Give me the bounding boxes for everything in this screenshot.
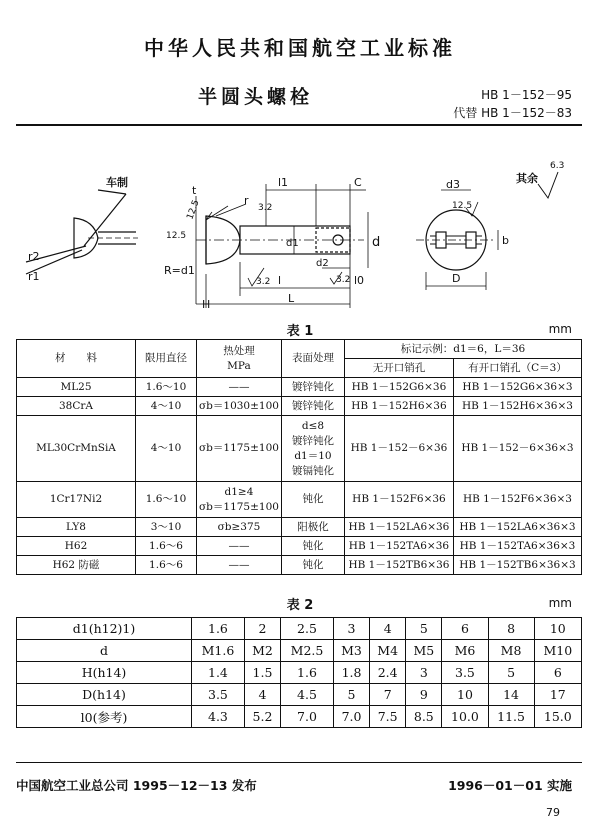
cell-heat-line: σb＝1175±100	[199, 500, 279, 513]
label-l0: l0	[354, 274, 365, 287]
standard-code: HB 1－152－95	[481, 88, 572, 102]
cell-with-hole: HB 1－152H6×36×3	[453, 397, 581, 416]
table-cell: 9	[406, 684, 442, 706]
table-cell: 7.5	[370, 706, 406, 728]
table-cell: 10.0	[442, 706, 488, 728]
cell-no-hole: HB 1－152TA6×36	[344, 537, 453, 556]
cell-diameter: 1.6～6	[136, 556, 197, 575]
cell-heat: σb≥375	[197, 518, 282, 537]
cell-surface: 钝化	[281, 556, 344, 575]
cell-heat: ——	[197, 378, 282, 397]
table-cell: 4.5	[281, 684, 334, 706]
table-cell: 11.5	[488, 706, 534, 728]
cell-surface: 钝化	[281, 482, 344, 518]
cell-no-hole: HB 1－152－6×36	[344, 416, 453, 482]
cell-no-hole: HB 1－152F6×36	[344, 482, 453, 518]
label-d1: d1	[286, 238, 299, 249]
label-r32c: 3.2	[336, 275, 351, 285]
table-row	[17, 640, 582, 662]
cell-heat: σb＝1175±100	[197, 416, 282, 482]
table-cell: M3	[333, 640, 369, 662]
table-cell: 4	[244, 684, 280, 706]
cell-material: H62 防磁	[17, 556, 136, 575]
footer-issuer: 中国航空工业总公司 1995－12－13 发布	[16, 778, 257, 793]
table-cell: 5	[406, 618, 442, 640]
table-row	[17, 378, 582, 397]
th-material: 材 料	[17, 340, 136, 378]
cell-surface-line: 镀锌钝化	[291, 434, 334, 447]
cell-diameter: 1.6～6	[136, 537, 197, 556]
table-cell: 2	[244, 618, 280, 640]
row-label: l0(参考)	[17, 706, 192, 728]
cell-no-hole: HB 1－152LA6×36	[344, 518, 453, 537]
replaces-code: 代替 HB 1－152－83	[453, 106, 572, 120]
table-cell: 3	[333, 618, 369, 640]
cell-with-hole: HB 1－152G6×36×3	[453, 378, 581, 397]
table-cell: 4	[370, 618, 406, 640]
table-cell: 3.5	[442, 662, 488, 684]
table-cell: 1.6	[192, 618, 245, 640]
label-H: H	[202, 298, 211, 311]
table-cell: M6	[442, 640, 488, 662]
table-cell: 2.4	[370, 662, 406, 684]
table-row	[17, 482, 582, 518]
table2	[16, 617, 582, 728]
th-heat	[197, 340, 282, 378]
label-r32: 3.2	[258, 203, 273, 213]
table-cell: 3	[406, 662, 442, 684]
table-row	[17, 537, 582, 556]
lathe-label: 车制	[106, 176, 128, 189]
label-r25b: 12.5	[166, 231, 187, 241]
table-cell: 7.0	[281, 706, 334, 728]
table-cell: M5	[406, 640, 442, 662]
cell-no-hole: HB 1－152G6×36	[344, 378, 453, 397]
cell-material: ML30CrMnSiA	[17, 416, 136, 482]
cell-heat	[197, 482, 282, 518]
th-heat-label: 热处理	[223, 344, 255, 357]
cell-material: H62	[17, 537, 136, 556]
cell-material: 38CrA	[17, 397, 136, 416]
cell-diameter: 1.6～10	[136, 378, 197, 397]
cell-with-hole: HB 1－152LA6×36×3	[453, 518, 581, 537]
table-cell: 8	[488, 618, 534, 640]
table-cell: 1.6	[281, 662, 334, 684]
table-row	[17, 684, 582, 706]
cell-heat-line: d1≥4	[224, 485, 254, 498]
label-R-eq: R=d1	[164, 264, 195, 277]
footer-rule	[16, 762, 582, 763]
label-r: r	[244, 194, 249, 207]
table-cell: M8	[488, 640, 534, 662]
cell-heat: ——	[197, 537, 282, 556]
table-row	[17, 397, 582, 416]
table2-caption: 表 2	[286, 598, 314, 613]
table-cell: 17	[534, 684, 581, 706]
cell-material: LY8	[17, 518, 136, 537]
th-diameter: 限用直径	[136, 340, 197, 378]
table-row	[17, 518, 582, 537]
table-cell: M10	[534, 640, 581, 662]
label-d: d	[372, 235, 381, 250]
cell-with-hole: HB 1－152TB6×36×3	[453, 556, 581, 575]
cell-with-hole: HB 1－152－6×36×3	[453, 416, 581, 482]
cell-surface: 镀锌钝化	[281, 397, 344, 416]
table-cell: 6	[442, 618, 488, 640]
cell-no-hole: HB 1－152TB6×36	[344, 556, 453, 575]
table-cell: 6	[534, 662, 581, 684]
table-row	[17, 556, 582, 575]
table-cell: 5.2	[244, 706, 280, 728]
label-l: l	[278, 274, 282, 287]
table-cell: 10	[442, 684, 488, 706]
cell-diameter: 3～10	[136, 518, 197, 537]
roughness-rest-label: 其余	[516, 172, 538, 185]
th-example: 标记示例：d1＝6，L＝36	[344, 340, 581, 359]
table-cell: 5	[333, 684, 369, 706]
table2-unit: mm	[548, 596, 572, 610]
row-label: d	[17, 640, 192, 662]
table-cell: 3.5	[192, 684, 245, 706]
table-cell: 7	[370, 684, 406, 706]
roughness-rest-value: 6.3	[550, 161, 565, 171]
cell-heat: σb＝1030±100	[197, 397, 282, 416]
table-cell: M2.5	[281, 640, 334, 662]
table-cell: 5	[488, 662, 534, 684]
table-cell: M4	[370, 640, 406, 662]
table-cell: 14	[488, 684, 534, 706]
table1-unit: mm	[548, 322, 572, 336]
label-r125: 12.5	[452, 201, 473, 211]
header-rule	[16, 124, 582, 126]
table-cell: 4.3	[192, 706, 245, 728]
cell-with-hole: HB 1－152TA6×36×3	[453, 537, 581, 556]
table-cell: 8.5	[406, 706, 442, 728]
th-surface: 表面处理	[281, 340, 344, 378]
table1	[16, 339, 582, 575]
label-r2: r2	[28, 250, 40, 263]
table-cell: 7.0	[333, 706, 369, 728]
page-number: 79	[546, 806, 560, 819]
table-cell: 1.8	[333, 662, 369, 684]
label-L: L	[288, 292, 295, 305]
table-cell: 2.5	[281, 618, 334, 640]
label-b: b	[502, 234, 509, 247]
label-d2: d2	[316, 258, 329, 269]
label-r1: r1	[28, 270, 40, 283]
cell-material: 1Cr17Ni2	[17, 482, 136, 518]
cell-heat: ——	[197, 556, 282, 575]
th-no-hole: 无开口销孔	[344, 359, 453, 378]
standard-title: 中华人民共和国航空工业标准	[144, 36, 456, 60]
cell-surface: 阳极化	[281, 518, 344, 537]
table1-caption: 表 1	[286, 324, 314, 339]
row-label: d1(h12)1)	[17, 618, 192, 640]
cell-diameter: 1.6～10	[136, 482, 197, 518]
label-r125a: 12.5	[185, 198, 202, 222]
label-l1: l1	[278, 176, 289, 189]
label-t: t	[192, 184, 197, 197]
cell-surface: 钝化	[281, 537, 344, 556]
document-title: 半圆头螺栓	[198, 86, 314, 108]
cell-diameter: 4～10	[136, 397, 197, 416]
row-label: D(h14)	[17, 684, 192, 706]
footer-effective: 1996－01－01 实施	[448, 778, 572, 793]
table-cell: M1.6	[192, 640, 245, 662]
cell-no-hole: HB 1－152H6×36	[344, 397, 453, 416]
cell-material: ML25	[17, 378, 136, 397]
table-row	[17, 662, 582, 684]
cell-surface-line: d1＝10	[294, 449, 332, 462]
cell-surface	[281, 416, 344, 482]
label-d3: d3	[446, 178, 460, 191]
label-D: D	[452, 272, 461, 285]
table-cell: 10	[534, 618, 581, 640]
table-cell: 15.0	[534, 706, 581, 728]
cell-surface: 镀锌钝化	[281, 378, 344, 397]
cell-with-hole: HB 1－152F6×36×3	[453, 482, 581, 518]
label-r32b: 3.2	[256, 277, 271, 287]
th-heat-unit: MPa	[227, 359, 251, 372]
cell-surface-line: 镀镉钝化	[291, 464, 334, 477]
row-label: H(h14)	[17, 662, 192, 684]
th-with-hole: 有开口销孔（C＝3）	[453, 359, 581, 378]
table-row	[17, 706, 582, 728]
table-cell: M2	[244, 640, 280, 662]
cell-diameter: 4～10	[136, 416, 197, 482]
label-c: C	[354, 176, 362, 189]
bolt-drawing	[16, 150, 582, 318]
cell-surface-line: d≤8	[301, 419, 325, 432]
table-cell: 1.5	[244, 662, 280, 684]
table-cell: 1.4	[192, 662, 245, 684]
table-row	[17, 618, 582, 640]
table-row	[17, 416, 582, 482]
